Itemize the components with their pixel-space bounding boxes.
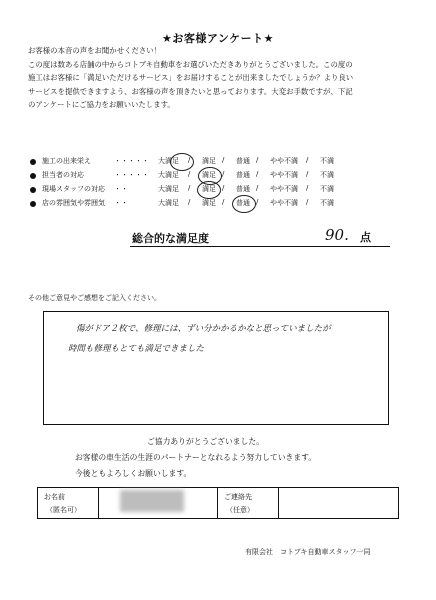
intro-text <box>28 44 418 112</box>
rating-dots: ・・・・・ <box>114 157 149 165</box>
option-very-satisfied[interactable]: 大満足 <box>158 199 179 207</box>
thanks-line: ご協力ありがとうございました。 <box>147 437 264 446</box>
footer-signature: 有限会社 コトブキ自動車スタッフ一同 <box>245 548 371 556</box>
option-very-satisfied[interactable]: 大満足 <box>158 185 179 193</box>
option-satisfied[interactable]: 満足 <box>202 157 216 165</box>
overall-satisfaction-label: 総合的な満足度 <box>132 232 209 245</box>
rating-row-staff: 担当者の対応 ・・・・・ 大満足 / 満足 / 普通 / やや不満 / 不満 <box>30 170 410 182</box>
option-normal[interactable]: 普通 <box>236 157 250 165</box>
option-satisfied[interactable]: 満足 <box>202 185 216 193</box>
intro-line: この度は数ある店舗の中からコトブキ自動車をお選びいただきありがとうございました。この度の <box>28 59 353 69</box>
intro-line: サービスを提供できますよう、お客様の声を頂きたいと思っております。大変お手数ですが、下記 <box>28 86 353 96</box>
selection-circle <box>170 153 194 171</box>
thanks-line: 今後ともよろしくお願いします。 <box>75 469 192 478</box>
option-dissatisfied[interactable]: 不満 <box>320 171 334 179</box>
selection-circle <box>197 181 221 199</box>
intro-line: お客様の本音の声をお聞かせください！ <box>28 46 162 55</box>
option-slightly-dissatisfied[interactable]: やや不満 <box>270 171 298 179</box>
rating-label: 店の雰囲気や雰囲気 <box>42 199 105 207</box>
redacted-name <box>120 490 184 512</box>
contact-field[interactable] <box>279 488 397 518</box>
thanks-line: お客様の車生活の生涯のパートナーとなれるよう努力していきます。 <box>75 453 317 462</box>
rating-label: 現場スタッフの対応 <box>42 185 105 193</box>
option-very-satisfied[interactable]: 大満足 <box>158 157 179 165</box>
option-normal[interactable]: 普通 <box>236 185 250 193</box>
selection-circle <box>232 195 256 213</box>
option-slightly-dissatisfied[interactable]: やや不満 <box>270 157 298 165</box>
option-slightly-dissatisfied[interactable]: やや不満 <box>270 199 298 207</box>
opinion-box[interactable] <box>43 311 389 425</box>
overall-unit: 点 <box>360 231 371 244</box>
score-underline <box>130 246 390 247</box>
contact-label-cell <box>218 488 279 518</box>
name-label: お名前 <box>44 493 65 501</box>
handwritten-line: 時間も修理もとても満足できました <box>68 344 205 354</box>
option-satisfied[interactable]: 満足 <box>202 171 216 179</box>
thanks-text <box>75 434 405 482</box>
rating-dots: ・・ <box>114 185 128 193</box>
option-dissatisfied[interactable]: 不満 <box>320 199 334 207</box>
rating-dots: ・・・・・ <box>114 171 149 179</box>
option-dissatisfied[interactable]: 不満 <box>320 157 334 165</box>
opinion-label: その他ご意見やご感想をご記入ください。 <box>28 294 161 302</box>
name-label-cell <box>38 488 99 518</box>
contact-note: （任意） <box>226 506 254 514</box>
overall-score[interactable]: 90. <box>325 226 349 244</box>
rating-dots: ・・ <box>114 199 128 207</box>
rating-row-atmosphere: 店の雰囲気や雰囲気 ・・ 大満足 / 満足 / 普通 / やや不満 / 不満 <box>30 198 410 210</box>
rating-label: 担当者の対応 <box>42 171 84 179</box>
bullet-icon <box>30 201 36 207</box>
contact-table <box>37 487 399 519</box>
survey-title: ★お客様アンケート★ <box>161 32 275 45</box>
option-satisfied[interactable]: 満足 <box>202 199 216 207</box>
option-very-satisfied[interactable]: 大満足 <box>158 171 179 179</box>
name-note: （匿名可） <box>46 506 81 514</box>
option-normal[interactable]: 普通 <box>236 171 250 179</box>
rating-row-workmanship: 施工の出来栄え ・・・・・ 大満足 / 満足 / 普通 / やや不満 / 不満 <box>30 156 410 168</box>
contact-label: ご連絡先 <box>224 493 252 501</box>
rating-row-site-staff: 現場スタッフの対応 ・・ 大満足 / 満足 / 普通 / やや不満 / 不満 <box>30 184 410 196</box>
handwritten-line: 傷がドア２枚で、修理には、ずい分かかるかなと思っていましたが <box>76 324 331 334</box>
option-normal[interactable]: 普通 <box>236 199 250 207</box>
option-dissatisfied[interactable]: 不満 <box>320 185 334 193</box>
intro-line: 施工はお客様に「満足いただけるサービス」をお届けすることが出来ましたでしょうか？より良い <box>28 73 354 83</box>
intro-line: のアンケートにご協力をお願いいたします。 <box>28 100 175 110</box>
bullet-icon <box>30 187 36 193</box>
bullet-icon <box>30 159 36 165</box>
option-slightly-dissatisfied[interactable]: やや不満 <box>270 185 298 193</box>
rating-label: 施工の出来栄え <box>42 157 91 165</box>
bullet-icon <box>30 173 36 179</box>
